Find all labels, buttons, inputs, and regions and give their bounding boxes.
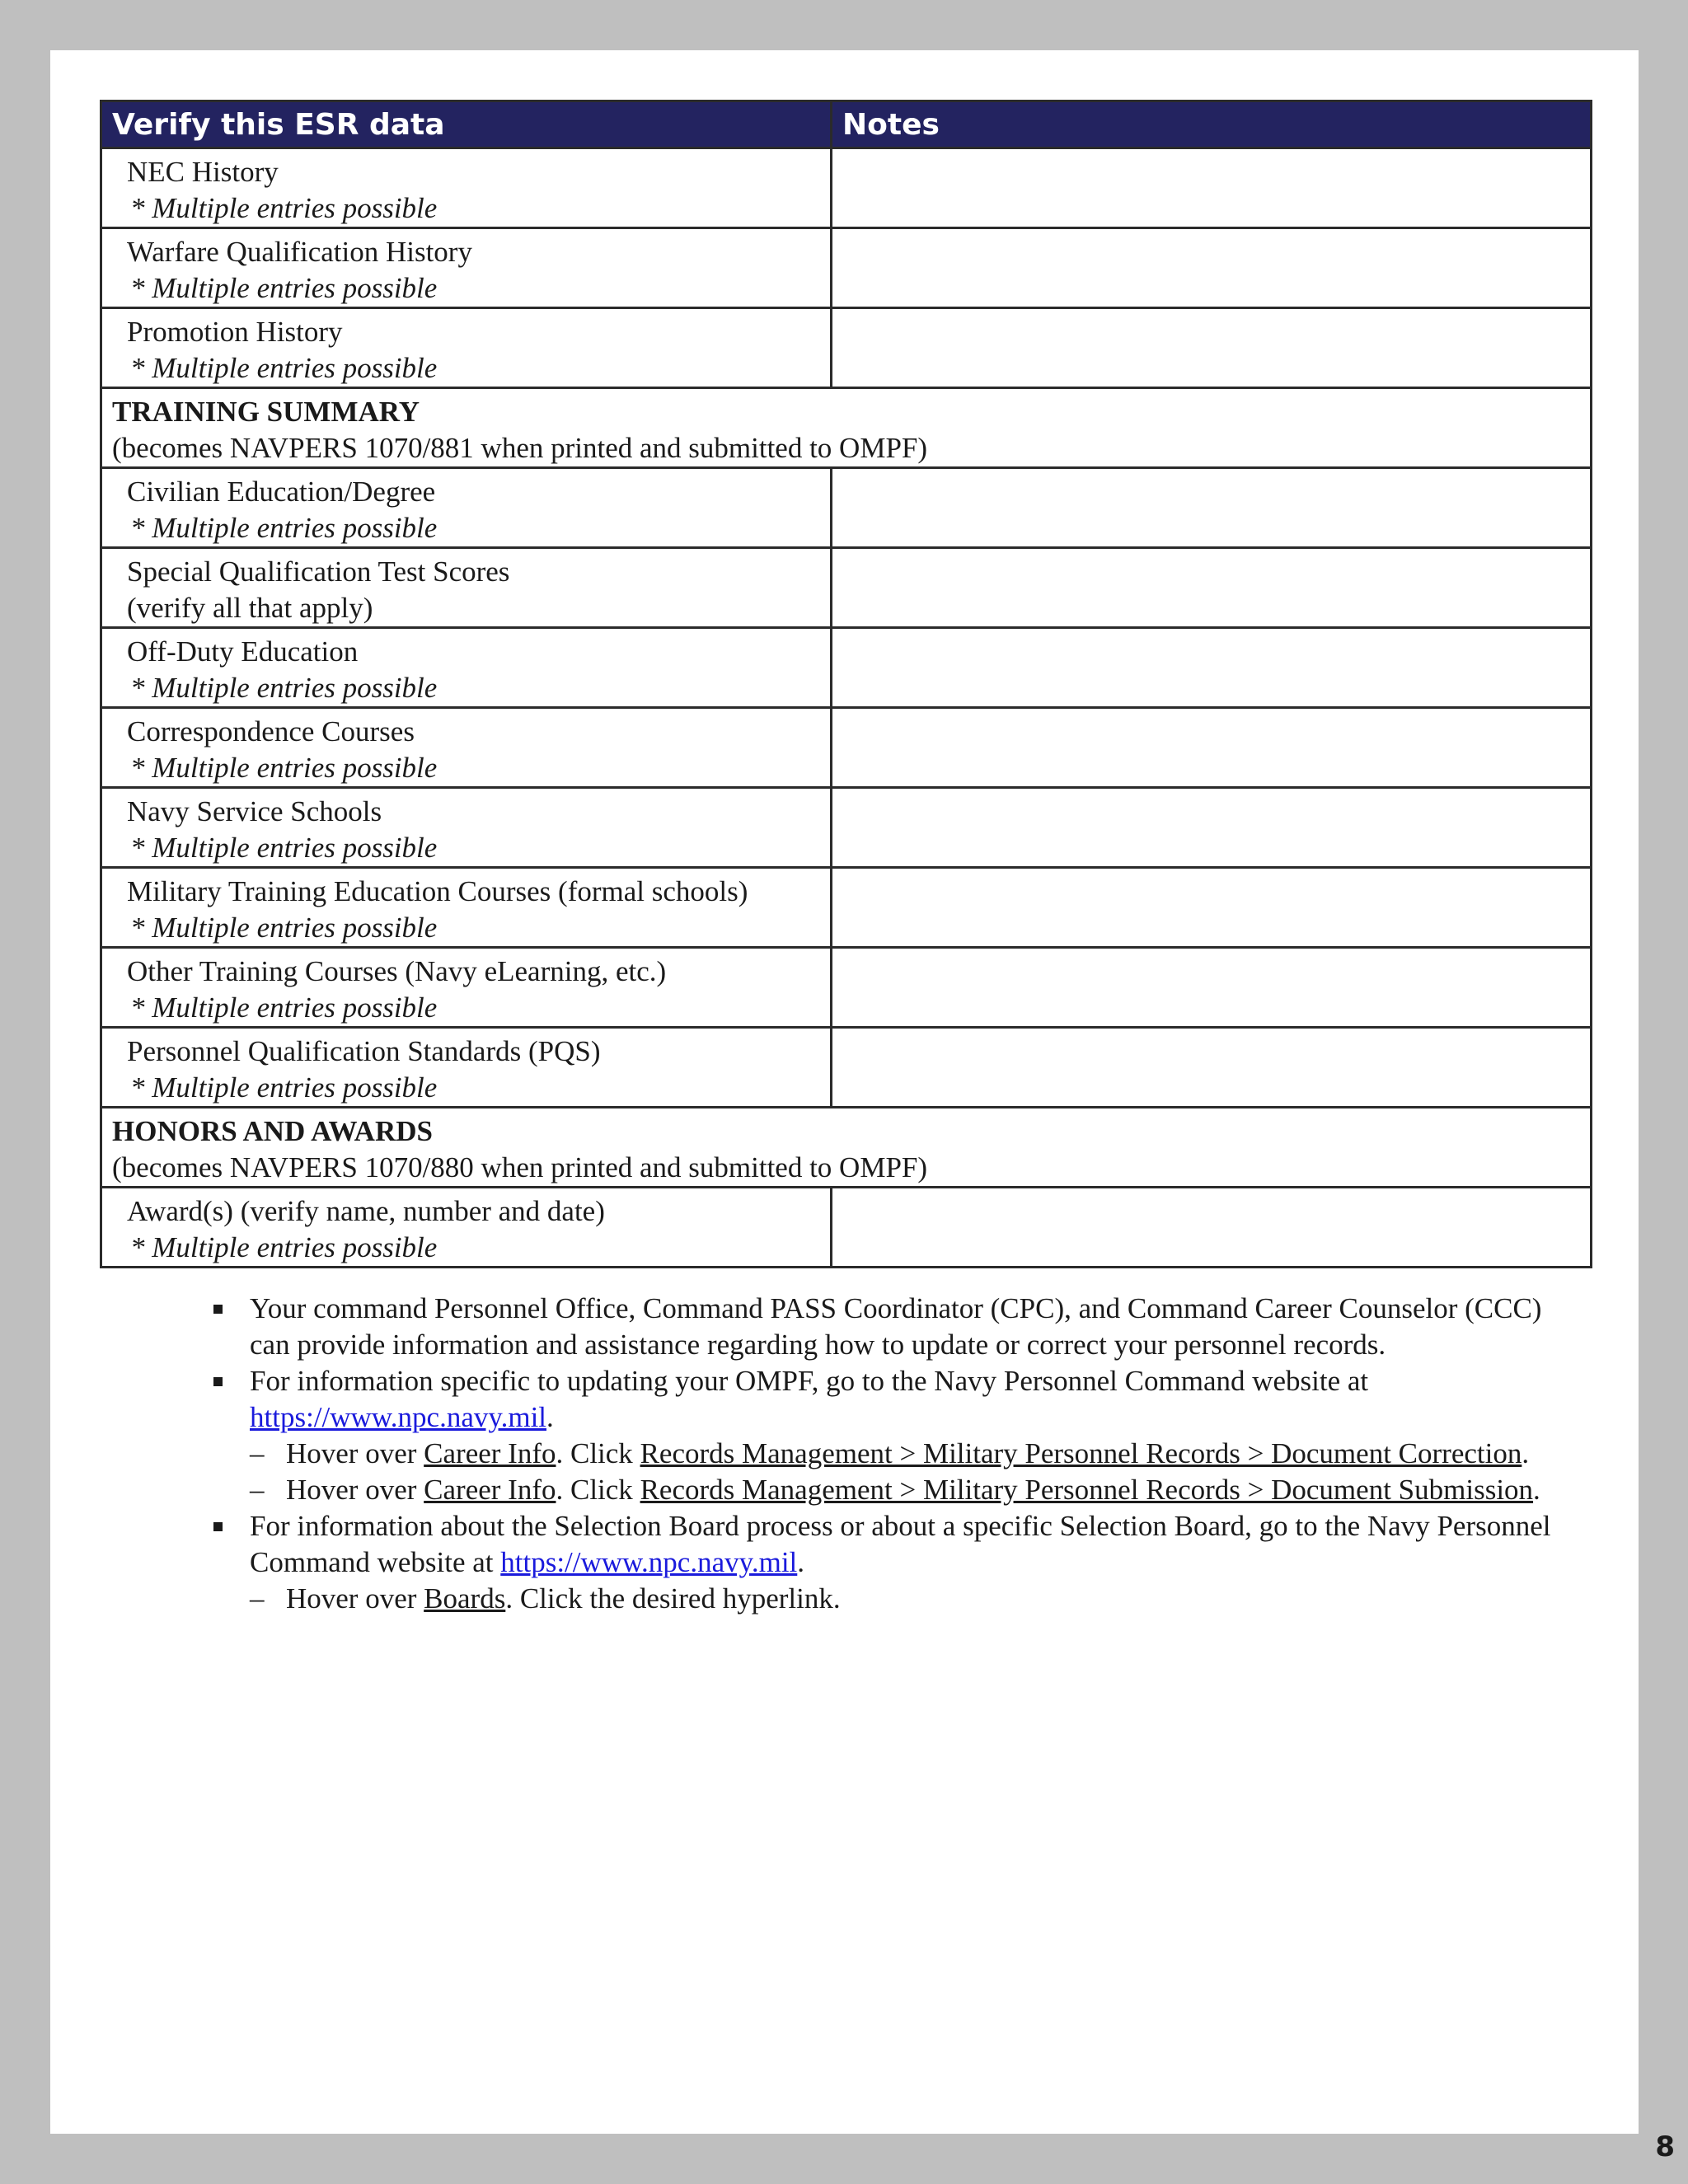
notes-cell[interactable] [832, 628, 1592, 708]
notes-cell[interactable] [832, 308, 1592, 388]
esr-item-label: NEC History [127, 156, 279, 188]
table-header-row [101, 101, 1592, 148]
table-row [101, 468, 1592, 548]
table-row [101, 1028, 1592, 1108]
esr-item-label: Personnel Qualification Standards (PQS) [127, 1035, 601, 1067]
bullet-text: Your command Personnel Office, Command PASS Coordinator (CPC), and Command Career Counselor (CCC) can provide information and assistance regarding how to update or correct your personnel records. [250, 1292, 1542, 1361]
esr-item-note: * Multiple entries possible [130, 672, 438, 704]
table-row [101, 148, 1592, 228]
sub-text: . Click [556, 1474, 633, 1506]
table-row [101, 948, 1592, 1028]
esr-item-cell [101, 468, 832, 548]
sub-item [149, 1581, 1567, 1617]
table-row [101, 308, 1592, 388]
dash-bullet-icon: – [250, 1474, 265, 1506]
guidance-bullets [149, 1291, 1567, 1617]
notes-cell[interactable] [832, 868, 1592, 948]
esr-item-label: Off-Duty Education [127, 635, 359, 668]
esr-item-note: * Multiple entries possible [130, 832, 438, 864]
esr-item-note: (verify all that apply) [127, 592, 373, 624]
table-row [101, 1188, 1592, 1268]
document-page [50, 50, 1639, 2134]
document-submission-path: Records Management > Military Personnel Records > Document Submission [640, 1474, 1534, 1506]
sub-text: . Click [556, 1437, 633, 1469]
punctuation: . [797, 1546, 805, 1578]
list-item [149, 1508, 1567, 1581]
notes-cell[interactable] [832, 468, 1592, 548]
header-notes: Notes [832, 101, 1592, 148]
esr-item-label: Warfare Qualification History [127, 236, 472, 268]
sub-item [149, 1472, 1567, 1508]
notes-cell[interactable] [832, 148, 1592, 228]
npc-website-link[interactable]: https://www.npc.navy.mil [250, 1401, 547, 1433]
document-correction-path: Records Management > Military Personnel Records > Document Correction [640, 1437, 1522, 1469]
esr-item-label: Promotion History [127, 316, 343, 348]
career-info-menu-ref: Career Info [424, 1437, 556, 1469]
notes-cell[interactable] [832, 788, 1592, 868]
esr-item-cell [101, 548, 832, 628]
bullet-text: For information specific to updating your OMPF, go to the Navy Personnel Command website at [250, 1365, 1369, 1397]
esr-item-cell [101, 308, 832, 388]
esr-item-label: Special Qualification Test Scores [127, 555, 510, 588]
section-header [101, 388, 1592, 468]
section-header-row [101, 388, 1592, 468]
esr-item-note: * Multiple entries possible [130, 272, 438, 304]
header-verify-esr-data: Verify this ESR data [101, 101, 832, 148]
dash-bullet-icon: – [250, 1582, 265, 1615]
esr-item-cell [101, 228, 832, 308]
career-info-menu-ref: Career Info [424, 1474, 556, 1506]
table-row [101, 228, 1592, 308]
notes-cell[interactable] [832, 1028, 1592, 1108]
section-header-row [101, 1108, 1592, 1188]
esr-item-note: * Multiple entries possible [130, 991, 438, 1024]
esr-item-cell [101, 628, 832, 708]
esr-item-label: Civilian Education/Degree [127, 476, 436, 508]
esr-item-cell [101, 788, 832, 868]
punctuation: . [546, 1401, 554, 1433]
page-number: 8 [1655, 2130, 1675, 2163]
esr-item-note: * Multiple entries possible [130, 192, 438, 224]
punctuation: . [1533, 1474, 1540, 1506]
table-row [101, 788, 1592, 868]
square-bullet-icon [213, 1305, 223, 1314]
boards-menu-ref: Boards [424, 1582, 506, 1615]
esr-item-note: * Multiple entries possible [130, 1231, 438, 1263]
esr-item-note: * Multiple entries possible [130, 352, 438, 384]
table-row [101, 708, 1592, 788]
esr-item-cell [101, 868, 832, 948]
esr-item-note: * Multiple entries possible [130, 512, 438, 544]
sub-text: . Click the desired hyperlink. [505, 1582, 841, 1615]
section-subtitle: (becomes NAVPERS 1070/881 when printed and submitted to OMPF) [112, 432, 928, 464]
punctuation: . [1522, 1437, 1530, 1469]
table-row [101, 548, 1592, 628]
notes-cell[interactable] [832, 708, 1592, 788]
esr-verification-table [100, 100, 1592, 1268]
notes-cell[interactable] [832, 1188, 1592, 1268]
esr-item-cell [101, 1028, 832, 1108]
table-row [101, 868, 1592, 948]
esr-item-note: * Multiple entries possible [130, 912, 438, 944]
list-item [149, 1291, 1567, 1363]
esr-item-label: Other Training Courses (Navy eLearning, etc.) [127, 955, 667, 987]
section-header [101, 1108, 1592, 1188]
sub-text: Hover over [286, 1582, 417, 1615]
notes-cell[interactable] [832, 948, 1592, 1028]
section-title: TRAINING SUMMARY [112, 396, 420, 428]
esr-item-cell [101, 1188, 832, 1268]
bullet-text: For information about the Selection Board process or about a specific Selection Board, go to the Navy Personnel Command website at [250, 1510, 1551, 1578]
esr-item-note: * Multiple entries possible [130, 752, 438, 784]
esr-item-cell [101, 948, 832, 1028]
notes-cell[interactable] [832, 548, 1592, 628]
section-subtitle: (becomes NAVPERS 1070/880 when printed and submitted to OMPF) [112, 1151, 928, 1183]
npc-website-link[interactable]: https://www.npc.navy.mil [500, 1546, 798, 1578]
esr-item-label: Award(s) (verify name, number and date) [127, 1195, 605, 1227]
list-item [149, 1363, 1567, 1436]
section-title: HONORS AND AWARDS [112, 1115, 433, 1147]
table-body [101, 148, 1592, 1268]
dash-bullet-icon: – [250, 1437, 265, 1469]
sub-text: Hover over [286, 1437, 417, 1469]
square-bullet-icon [213, 1522, 223, 1531]
square-bullet-icon [213, 1377, 223, 1386]
esr-item-cell [101, 708, 832, 788]
esr-item-label: Military Training Education Courses (formal schools) [127, 875, 748, 907]
notes-cell[interactable] [832, 228, 1592, 308]
table-row [101, 628, 1592, 708]
esr-item-label: Correspondence Courses [127, 715, 415, 748]
sub-item [149, 1436, 1567, 1472]
sub-text: Hover over [286, 1474, 417, 1506]
esr-item-cell [101, 148, 832, 228]
esr-item-note: * Multiple entries possible [130, 1071, 438, 1104]
esr-item-label: Navy Service Schools [127, 795, 382, 827]
